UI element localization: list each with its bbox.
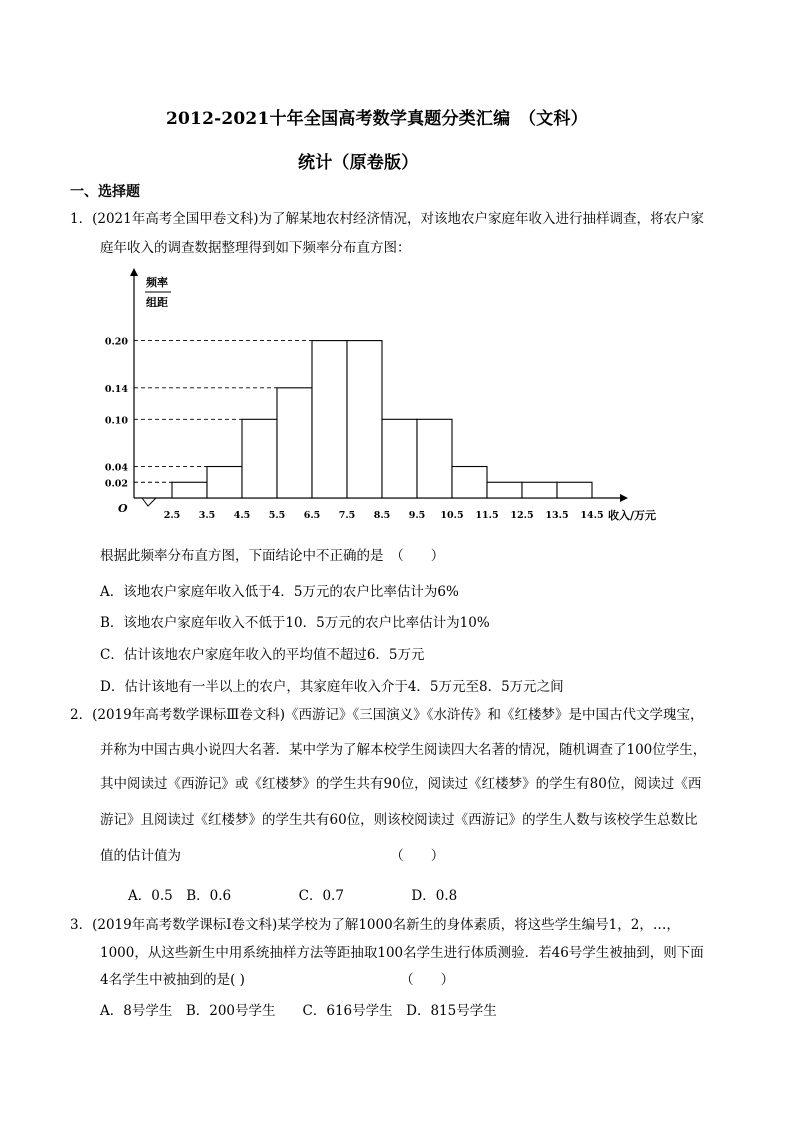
y-tick-label-2: 0.04: [104, 462, 128, 474]
axis-break-mark: [142, 498, 156, 506]
question-2-text-1: (2019年高考数学课标Ⅲ卷文科)《西游记》《三国演义》《水浒传》和《红楼梦》是中国古代文学瑰宝，: [92, 707, 704, 723]
question-1-option-d: D．估计该地有一半以上的农户，其家庭年收入介于4．5万元至8．5万元之间: [100, 679, 564, 695]
x-tick-label-4: 5.5: [268, 510, 286, 521]
histogram-bar-1: [172, 482, 207, 498]
origin-label: O: [118, 502, 128, 515]
question-2-number: 2．: [70, 707, 93, 723]
document-subtitle: 统计（原卷版）: [298, 153, 419, 173]
histogram-bar-3: [242, 419, 277, 498]
y-tick-label-4: 0.14: [104, 383, 128, 395]
x-axis-arrow: [620, 494, 628, 502]
question-1-option-b: B．该地农户家庭年收入不低于10．5万元的农户比率估计为10%: [100, 615, 490, 631]
question-1-option-c: C．估计该地农户家庭年收入的平均值不超过6．5万元: [100, 647, 425, 663]
histogram-bar-8: [417, 419, 452, 498]
histogram-bar-9: [452, 467, 487, 498]
question-3-options: A．8号学生 B．200号学生 C．616号学生 D．815号学生: [100, 1003, 497, 1019]
x-tick-label-7: 8.5: [373, 510, 391, 521]
histogram-bar-2: [207, 467, 242, 498]
x-tick-label-5: 6.5: [303, 510, 321, 521]
question-1-line-1: [70, 209, 704, 229]
histogram-bar-10: [487, 482, 522, 498]
x-tick-label-9: 10.5: [440, 510, 464, 521]
question-3-number: 3．: [70, 917, 93, 933]
y-tick-label-5: 0.20: [104, 336, 128, 348]
y-axis-label-top: 频率: [146, 276, 168, 289]
x-tick-label-2: 3.5: [198, 510, 216, 521]
question-1-text-1: (2021年高考全国甲卷文科)为了解某地农村经济情况，对该地农户家庭年收入进行抽样调查，将农户家: [92, 211, 704, 227]
y-tick-label-1: 0.02: [104, 478, 128, 490]
y-axis-arrow: [130, 268, 138, 276]
histogram-bar-4: [277, 388, 312, 498]
x-tick-label-13: 14.5: [580, 510, 604, 521]
question-2-line-3: 其中阅读过《西游记》或《红楼梦》的学生共有90位，阅读过《红楼梦》的学生有80位，阅读过《西: [100, 776, 702, 792]
x-tick-label-6: 7.5: [338, 510, 356, 521]
question-3-line-2: 1000，从这些新生中用系统抽样方法等距抽取100名学生进行体质测验．若46号学生被抽到，则下面: [100, 945, 704, 961]
x-tick-label-3: 4.5: [233, 510, 251, 521]
x-tick-label-12: 13.5: [545, 510, 569, 521]
histogram-bar-12: [557, 482, 592, 498]
histogram-bar-5: [312, 341, 347, 498]
question-1-line-2: 庭年收入的调查数据整理得到如下频率分布直方图：: [100, 240, 411, 256]
question-3-line-1: [70, 915, 680, 935]
x-tick-label-1: 2.5: [163, 510, 181, 521]
question-2-line-5: 值的估计值为 （ ）: [100, 848, 445, 864]
document-title: 2012-2021十年全国高考数学真题分类汇编 （文科）: [166, 109, 588, 129]
x-tick-label-8: 9.5: [408, 510, 426, 521]
x-tick-label-11: 12.5: [510, 510, 534, 521]
x-axis-label: 收入/万元: [608, 509, 657, 522]
section-title: 一、选择题: [70, 184, 140, 200]
question-3-line-3: 4名学生中被抽到的是( ) （ ）: [100, 972, 455, 988]
question-2-line-1: [70, 705, 704, 725]
x-tick-label-10: 11.5: [475, 510, 499, 521]
histogram-bar-6: [347, 341, 382, 498]
histogram-bar-11: [522, 482, 557, 498]
question-1-prompt: 根据此频率分布直方图，下面结论中不正确的是 （ ）: [100, 548, 445, 564]
question-2-line-4: 游记》且阅读过《红楼梦》的学生共有60位，则该校阅读过《西游记》的学生人数与该校学生总数比: [100, 812, 698, 828]
histogram-bar-7: [382, 419, 417, 498]
question-3-text-1: (2019年高考数学课标Ⅰ卷文科)某学校为了解1000名新生的身体素质，将这些学生编号1，2，…，: [92, 917, 680, 933]
histogram-chart: [100, 266, 670, 526]
y-tick-label-3: 0.10: [104, 415, 128, 427]
y-axis-label-bottom: 组距: [146, 296, 168, 309]
question-2-options: A．0.5 B．0.6 C．0.7 D．0.8: [128, 888, 458, 904]
question-1-option-a: A．该地农户家庭年收入低于4．5万元的农户比率估计为6%: [100, 584, 459, 600]
question-2-line-2: 并称为中国古典小说四大名著．某中学为了解本校学生阅读四大名著的情况，随机调查了100位学生，: [100, 742, 707, 758]
question-1-number: 1．: [70, 211, 93, 227]
